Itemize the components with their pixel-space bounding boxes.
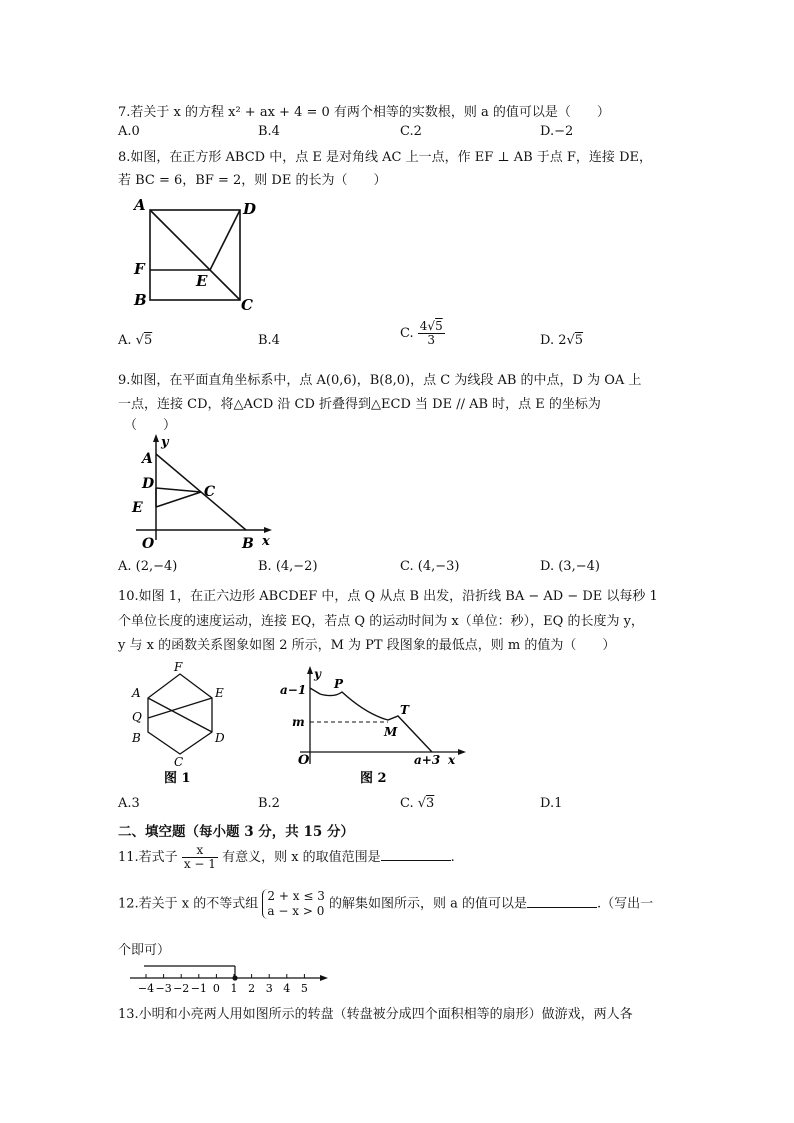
label-x: x: [448, 753, 456, 767]
q12-number-line: [126, 960, 336, 996]
q10-option-c: C. √3: [400, 796, 435, 811]
q9-stem-line3: （ ）: [124, 418, 177, 433]
q12-line2: 个即可）: [118, 943, 171, 958]
fig2-caption: 图 2: [360, 771, 387, 786]
tick-label: −1: [190, 982, 207, 995]
x-axis-arrow: [264, 527, 272, 533]
label-f: F: [174, 660, 183, 674]
label-x: x: [262, 534, 270, 549]
q8-option-c: C. $\frac{4√5}{3}$: [400, 319, 443, 347]
label-b: B: [132, 731, 141, 745]
q9-stem-line1: 9.如图，在平面直角坐标系中，点 A(0,6)，B(8,0)，点 C 为线段 AB 的中点，D 为 OA 上: [118, 373, 642, 388]
q9-option-c: C. (4,−3): [400, 559, 460, 574]
label-c: C: [174, 755, 184, 769]
label-y: y: [314, 667, 321, 681]
label-b: B: [134, 291, 147, 309]
q8-stem-line1: 8.如图，在正方形 ABCD 中，点 E 是对角线 AC 上一点，作 EF ⊥ AB 于点 F，连接 DE，: [118, 150, 652, 165]
label-t: T: [400, 703, 409, 717]
label-c: C: [241, 296, 253, 314]
tick-label: −4: [137, 982, 155, 995]
q9-option-d: D. (3,−4): [540, 559, 600, 574]
tick-label: 5: [300, 982, 308, 995]
label-e: E: [215, 686, 224, 700]
q8-option-a: A. √5: [118, 333, 153, 348]
tick-label: −2: [173, 982, 190, 995]
fig1-caption: 图 1: [164, 771, 191, 786]
q12: 12.若关于 x 的不等式组 2 + x ≤ 3 a − x > 0 的解集如图所示，则 a 的值可以是 .（写出一: [118, 889, 654, 918]
section-title: 二、填空题（每小题 3 分，共 15 分）: [118, 824, 354, 840]
q9-option-b: B. (4,−2): [258, 559, 318, 574]
tick-label: −3: [155, 982, 172, 995]
segment-de: [210, 210, 240, 270]
q9-option-a: A. (2,−4): [118, 559, 178, 574]
q11: 11.若式子 $\frac{x}{x - 1}$ 有意义，则 x 的取值范围是 .: [118, 843, 455, 871]
label-o: O: [298, 753, 310, 768]
q8-square-figure: [126, 192, 266, 322]
label-a-minus-1: a−1: [280, 683, 307, 697]
label-a: A: [134, 196, 146, 214]
solid-point-1: [232, 975, 237, 980]
q7-option-d: D.−2: [540, 124, 574, 139]
label-o: O: [142, 536, 155, 552]
label-m: m: [292, 715, 305, 729]
label-point-m: M: [384, 725, 398, 739]
label-d: D: [215, 731, 225, 745]
q12-answer-blank[interactable]: [527, 895, 597, 908]
q11-fraction: $\frac{x}{x - 1}$: [183, 843, 216, 871]
number-line-arrow: [320, 975, 328, 981]
q10-option-d: D.1: [540, 796, 563, 811]
q9-stem-line2: 一点，连接 CD，将△ACD 沿 CD 折叠得到△ECD 当 DE // AB 时，点 E 的坐标为: [118, 397, 601, 412]
q8-option-b: B.4: [258, 333, 280, 348]
tick-label: 3: [265, 982, 273, 995]
label-a: A: [132, 686, 141, 700]
q8-option-d: D. 2√5: [540, 333, 584, 348]
label-q: Q: [132, 710, 142, 724]
q10-stem-line3: y 与 x 的函数关系图象如图 2 所示，M 为 PT 段图象的最低点，则 m 的值为（ ）: [118, 638, 616, 653]
q9-coordinate-figure: [126, 432, 286, 552]
segment-dc: [156, 488, 201, 492]
q12-inequality-system: 2 + x ≤ 3 a − x > 0: [262, 889, 324, 919]
label-a-plus-3: a+3: [414, 753, 441, 767]
q7-option-a: A.0: [118, 124, 140, 139]
label-a: A: [142, 451, 153, 467]
tick-label: 2: [248, 982, 256, 995]
q10-stem-line2: 个单位长度的速度运动，连接 EQ，若点 Q 的运动时间为 x（单位：秒），EQ 的长度为 y，: [118, 614, 644, 629]
label-y: y: [161, 435, 169, 450]
q8-stem-line2: 若 BC = 6，BF = 2，则 DE 的长为（ ）: [118, 173, 387, 188]
tick-label: 1: [230, 982, 238, 995]
label-c: C: [204, 484, 216, 500]
tick-label: 4: [283, 982, 291, 995]
q10-option-a: A.3: [118, 796, 140, 811]
q10-option-b: B.2: [258, 796, 280, 811]
q10-fig2-graph: [276, 664, 476, 788]
label-b: B: [242, 536, 254, 552]
diagonal-ac: [150, 210, 240, 300]
function-curve: [310, 688, 432, 752]
q7-option-c: C.2: [400, 124, 422, 139]
y-axis-arrow: [307, 666, 313, 674]
q10-stem-line1: 10.如图 1，在正六边形 ABCDEF 中，点 Q 从点 B 出发，沿折线 BA − AD − DE 以每秒 1: [118, 589, 658, 604]
q7-stem: 7.若关于 x 的方程 x² + ax + 4 = 0 有两个相等的实数根，则 a 的值可以是（ ）: [118, 105, 610, 120]
x-axis-arrow: [458, 749, 466, 755]
label-e: E: [132, 500, 143, 516]
q11-answer-blank[interactable]: [381, 848, 451, 861]
q7-option-b: B.4: [258, 124, 280, 139]
y-axis-arrow: [153, 434, 159, 442]
label-e: E: [196, 272, 208, 290]
segment-ec: [156, 492, 201, 507]
q13-stem: 13.小明和小亮两人用如图所示的转盘（转盘被分成四个面积相等的扇形）做游戏，两人各: [118, 1007, 633, 1022]
label-d: D: [142, 476, 155, 492]
label-f: F: [134, 260, 145, 278]
q10-fig1-hexagon: [126, 660, 246, 788]
hexagon-abcdef: [148, 674, 212, 754]
label-d: D: [243, 200, 257, 218]
label-p: P: [334, 677, 344, 691]
tick-label: 0: [212, 982, 220, 995]
